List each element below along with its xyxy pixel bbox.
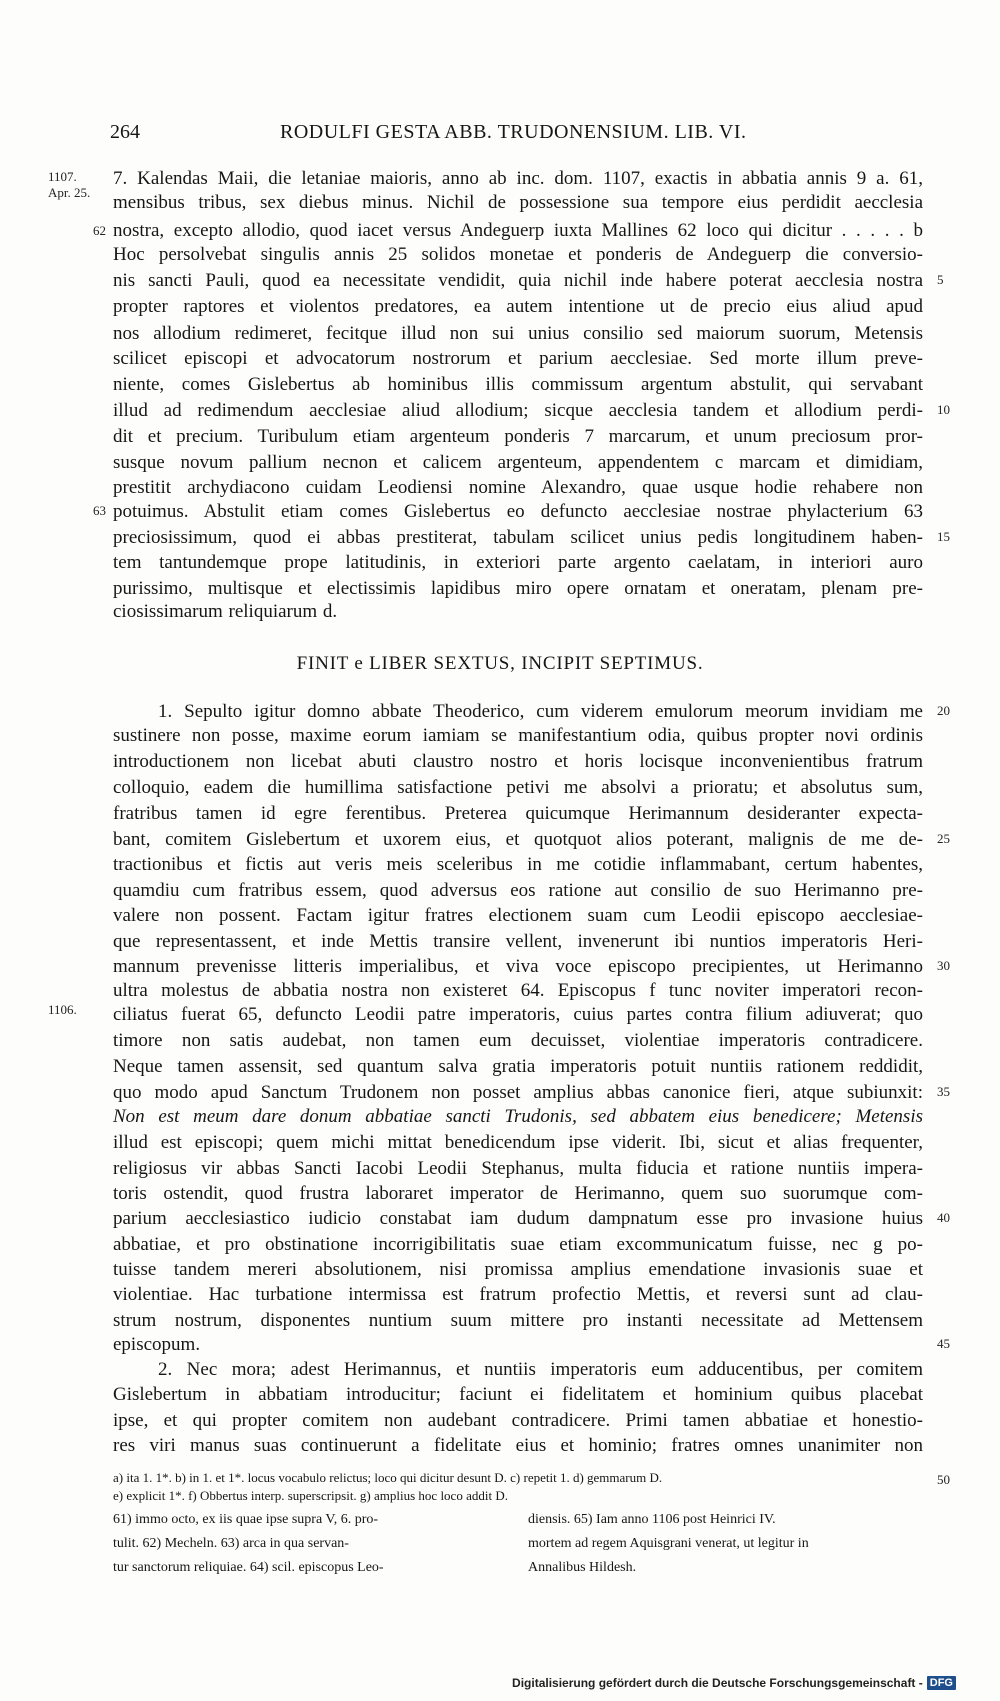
apparatus-line: a) ita 1. 1*. b) in 1. et 1*. locus vocabulo relictus; loco qui dicitur desunt D. c) repetit 1. d) gemmarum D. [113,1470,663,1485]
text-line: toris ostendit, quod frustra laboraret imperator de Herimanno, quem suo suorumque com- [113,1183,923,1204]
line-number-25: 25 [937,831,950,846]
credit-text: Digitalisierung gefördert durch die Deutsche Forschungsgemeinschaft - [512,1676,923,1690]
text-line: illud ad redimendum aecclesiae aliud allodium; sicque aecclesia tandem et allodium perdi- [113,400,923,421]
text-line: mannum prevenisse litteris imperialibus, et viva voce episcopo precipientes, ut Herimanno [113,956,923,977]
footnotes-column-right [528,1508,809,1580]
text-line: strum nostrum, disponentes nuntium suum mittere pro instanti necessitate ad Mettensem [113,1310,923,1331]
page-number: 264 [110,121,140,143]
text-line: 7. Kalendas Maii, die letaniae maioris, anno ab inc. dom. 1107, exactis in abbatia annis 9 a. 61, [113,168,923,189]
text-line: abbatiae, et pro obstinatione incorrigibilitatis suae etiam excommunicatum fuisse, nec g po- [113,1234,923,1255]
text-line: introductionem non licebat abuti claustro nostro et horis locisque inconvenientibus fratrum [113,751,923,772]
apparatus-line: e) explicit 1*. f) Obbertus interp. superscripsit. g) amplius hoc loco addit D. [113,1488,508,1503]
margin-year-1106: 1106. [48,1002,77,1017]
text-line: ciosissimarum reliquiarum d. [113,601,338,622]
text-line: violentiae. Hac turbatione intermissa est fratrum profectio Mettis, et reversi sunt ad clau- [113,1284,923,1305]
text-line: res viri manus suas continuerunt a fidelitate eius et hominio; fratres omnes unanimiter non [113,1435,923,1456]
text-line: prestitit archydiacono cuidam Leodiensi nomine Alexandro, quae usque hodie rehabere non [113,477,923,498]
footnote-line: diensis. 65) Iam anno 1106 post Heinrici IV. [528,1512,776,1527]
text-line: mensibus tribus, sex diebus minus. Nichil de possessione sua tempore eius perdidit aecclesia [113,192,923,213]
text-line: ultra molestus de abbatia nostra non existeret 64. Episcopus f tunc noviter imperatori recon- [113,980,923,1001]
footnotes-column-left [113,1508,384,1580]
text-line: niente, comes Gislebertus ab hominibus illis commissum argentum abstulit, qui servabant [113,374,923,395]
digitization-credit [512,1676,956,1690]
margin-year-1107: 1107. [48,169,77,184]
text-line: nos allodium redimeret, fecitque illud non sui unius consilio sed maiorum suorum, Metensis [113,323,923,344]
line-number-5: 5 [937,272,944,287]
text-line: susque novum pallium necnon et calicem argenteum, appendentem c marcam et dimidiam, [113,452,923,473]
running-header [110,121,770,151]
footnote-line: 61) immo octo, ex iis quae ipse supra V, 6. pro- [113,1512,379,1527]
running-title: RODULFI GESTA ABB. TRUDONENSIUM. LIB. VI. [280,121,747,143]
footnote-line: tulit. 62) Mecheln. 63) arca in qua servan- [113,1536,349,1551]
line-number-50: 50 [937,1472,950,1487]
line-number-10: 10 [937,402,950,417]
text-line: que representassent, et inde Mettis transire vellent, invenerunt ibi nuntios imperatoris Heri- [113,931,923,952]
line-number-20: 20 [937,703,950,718]
section-heading: FINIT e LIBER SEXTUS, INCIPIT SEPTIMUS. [296,653,704,674]
text-line: potuimus. Abstulit etiam comes Gislebertus eo defuncto aecclesiae nostrae phylacterium 63 [113,501,923,522]
text-line: colloquio, eadem die humillima satisfactione petivi me absolvi a prioratu; et absolutus sum, [113,777,923,798]
text-line: quo modo apud Sanctum Trudonem non posset amplius abbas canonice fieri, atque subiunxit: [113,1082,923,1103]
text-line: tem tantundemque prope latitudinis, in exteriori parte argento caelatam, in interiori auro [113,552,923,573]
footnote-line: Annalibus Hildesh. [528,1560,637,1575]
text-line: propter raptores et violentos predatores, ea autem intentione ut de precio eius aliud apud [113,296,923,317]
text-line: ciliatus fuerat 65, defuncto Leodii patre imperatoris, cuius partes contra filium adiuverat; quo [113,1004,923,1025]
margin-date-apr: Apr. 25. [48,185,91,200]
text-line: fratribus tamen id egre ferentibus. Preterea quicumque Herimannum desideranter expecta- [113,803,923,824]
text-line: preciosissimum, quod ei abbas prestiterat, tabulam scilicet unius pedis longitudinem haben- [113,527,923,548]
text-line: timore non satis audebat, non tamen eum decuisset, violentiae imperatoris contradicere. [113,1030,923,1051]
text-line: 1. Sepulto igitur domno abbate Theoderico, cum viderem emulorum meorum invidiam me [158,701,923,722]
text-line: Neque tamen assensit, sed quantum salva gratia imperatoris potuit nuntiis rationem reddidit, [113,1056,923,1077]
text-line: nis sancti Pauli, quod ea necessitate vendidit, quia nichil inde habere poterat aecclesia nostra [113,270,923,291]
text-line: scilicet episcopi et advocatorum nostrorum et parium aecclesiae. Sed morte illum preve- [113,348,923,369]
text-line: bant, comitem Gislebertum et uxorem eius, et quotquot alios poterant, malignis de me de- [113,829,923,850]
text-line: dit et precium. Turibulum etiam argenteum ponderis 7 marcarum, et unum preciosum pror- [113,426,923,447]
text-line: 2. Nec mora; adest Herimannus, et nuntiis imperatoris eum adducentibus, per comitem [158,1359,923,1380]
text-line: religiosus vir abbas Sancti Iacobi Leodii Stephanus, multa fiducia et ratione nuntiis impera- [113,1158,923,1179]
text-line: episcopum. [113,1334,201,1355]
text-line: Hoc persolvebat singulis annis 25 solidos monetae et ponderis de Andeguerp die conversio- [113,244,923,265]
text-line-italic: Non est meum dare donum abbatiae sancti Trudonis, sed abbatem eius benedicere; Metensis [113,1106,923,1127]
line-number-40: 40 [937,1210,950,1225]
line-number-15: 15 [937,529,950,544]
line-number-35: 35 [937,1084,950,1099]
text-line: quamdiu cum fratribus essem, quod adversus eos ratione aut consilio de suo Herimanno pre- [113,880,923,901]
text-line: parium aecclesiastico iudicio constabat iam dudum dampnatum esse pro invasione huius [113,1208,923,1229]
text-line: tractionibus et fictis aut veris meis sceleribus in me cotidie inflammabant, certum habentes, [113,854,923,875]
text-line: nostra, excepto allodio, quod iacet versus Andeguerp iuxta Mallines 62 loco qui dicitur . . . . . b [113,220,923,241]
text-line: purissimo, multisque et electissimis lapidibus miro opere ornatam et oneratam, plenam pre- [113,578,923,599]
dfg-logo: DFG [927,1676,956,1690]
text-line: illud est episcopi; quem michi mittat benedicendum ipse viderit. Ibi, sicut et alias frequenter, [113,1132,923,1153]
line-number-45: 45 [937,1336,950,1351]
line-number-30: 30 [937,958,950,973]
text-line: sustinere non posse, maxime eorum iamiam se manifestantium odia, quibus propter novi ordinis [113,725,923,746]
margin-footnote-62: 62 [93,223,106,238]
margin-footnote-63: 63 [93,503,106,518]
text-line: valere non possent. Factam igitur fratres electionem suam cum Leodii episcopo aecclesiae- [113,905,923,926]
text-line: ipse, et qui propter comitem non audebant contradicere. Primi tamen abbatiae et honestio- [113,1410,923,1431]
text-line: Gislebertum in abbatiam introducitur; faciunt ei fidelitatem et hominium quibus placebat [113,1384,923,1405]
text-line: tuisse tandem mereri absolutionem, nisi promissa amplius emendatione invasionis suae et [113,1259,923,1280]
footnote-line: mortem ad regem Aquisgrani venerat, ut legitur in [528,1536,809,1551]
footnote-line: tur sanctorum reliquiae. 64) scil. episcopus Leo- [113,1560,384,1575]
